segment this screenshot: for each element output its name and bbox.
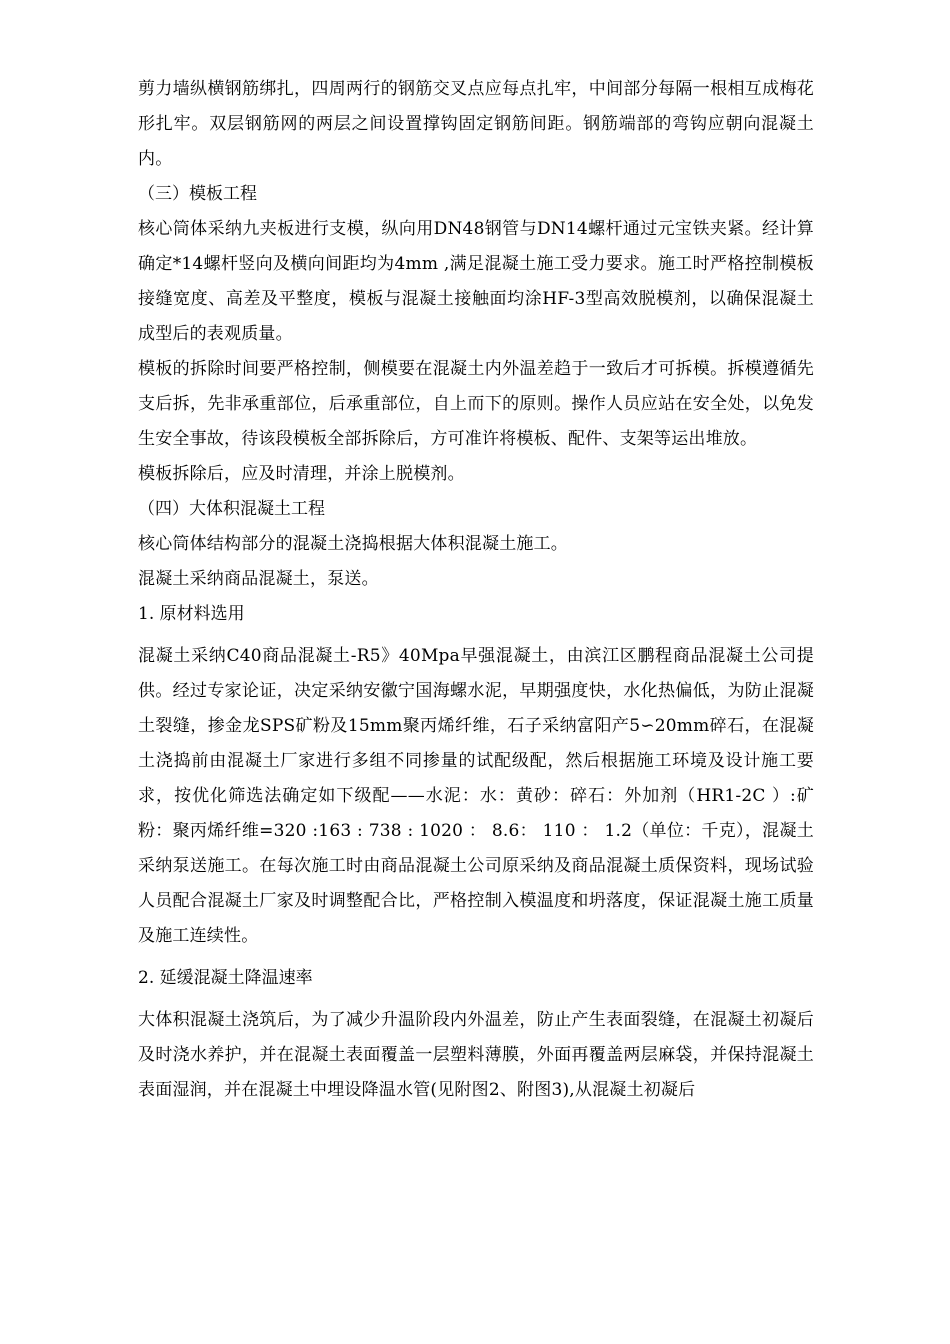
paragraph-raw-materials: 混凝土采纳C40商品混凝土-R5》40Mpa早强混凝土，由滨江区鹏程商品混凝土公司提供。经过专家论证，决定采纳安徽宁国海螺水泥，早期强度快，水化热偏低，为防止混凝土裂缝，掺金龙SPS矿粉及15mm聚丙烯纤维，石子采纳富阳产5∽20mm碎石，在混凝土浇捣前由混凝土厂家进行多组不同掺量的试配级配，然后根据施工环境及设计施工要求，按优化筛选法确定如下级配——水泥：水：黄砂：碎石：外加剂（HR1-2C ）:矿粉：聚丙烯纤维=320 :163 : 738 : 1020 ： 8.6： 110 ： 1.2（单位：千克），混凝土采纳泵送施工。在每次施工时由商品混凝土公司原采纳及商品混凝土质保资料，现场试验人员配合混凝土厂家及时调整配合比，严格控制入模温度和坍落度，保证混凝土施工质量及施工连续性。: [138, 646, 814, 946]
paragraph-cooling-rate: 大体积混凝土浇筑后，为了减少升温阶段内外温差，防止产生表面裂缝，在混凝土初凝后及时浇水养护，并在混凝土表面覆盖一层塑料薄膜，外面再覆盖两层麻袋，并保持混凝土表面湿润，并在混凝土中埋设降温水管(见附图2、附图3),从混凝土初凝后: [138, 1010, 814, 1100]
document-body: [138, 72, 814, 1108]
paragraph-formwork-removal: 模板的拆除时间要严格控制，侧模要在混凝土内外温差趋于一致后才可拆模。拆模遵循先支后拆，先非承重部位，后承重部位，自上而下的原则。操作人员应站在安全处，以免发生安全事故，待该段模板全部拆除后，方可准许将模板、配件、支架等运出堆放。: [138, 359, 814, 449]
heading-mass-concrete: （四）大体积混凝土工程: [138, 499, 325, 519]
paragraph-after-removal: 模板拆除后，应及时清理，并涂上脱模剂。: [138, 464, 465, 484]
paragraph-formwork-support: 核心筒体采纳九夹板进行支模，纵向用DN48钢管与DN14螺杆通过元宝铁夹紧。经计算确定*14螺杆竖向及横向间距均为4mm ,满足混凝土施工受力要求。施工时严格控制模板接缝宽度、高差及平整度，模板与混凝土接触面均涂HF-3型高效脱模剂，以确保混凝土成型后的表观质量。: [138, 219, 814, 344]
heading-raw-materials: 1. 原材料选用: [138, 604, 245, 624]
heading-cooling-rate: 2. 延缓混凝土降温速率: [138, 968, 313, 988]
heading-formwork: （三）模板工程: [138, 184, 257, 204]
paragraph-rebar-binding: 剪力墙纵横钢筋绑扎，四周两行的钢筋交叉点应每点扎牢，中间部分每隔一根相互成梅花形扎牢。双层钢筋网的两层之间设置撑钩固定钢筋间距。钢筋端部的弯钩应朝向混凝土内。: [138, 79, 814, 169]
paragraph-commercial-concrete: 混凝土采纳商品混凝土，泵送。: [138, 569, 379, 589]
paragraph-core-pouring: 核心筒体结构部分的混凝土浇捣根据大体积混凝土施工。: [138, 534, 568, 554]
